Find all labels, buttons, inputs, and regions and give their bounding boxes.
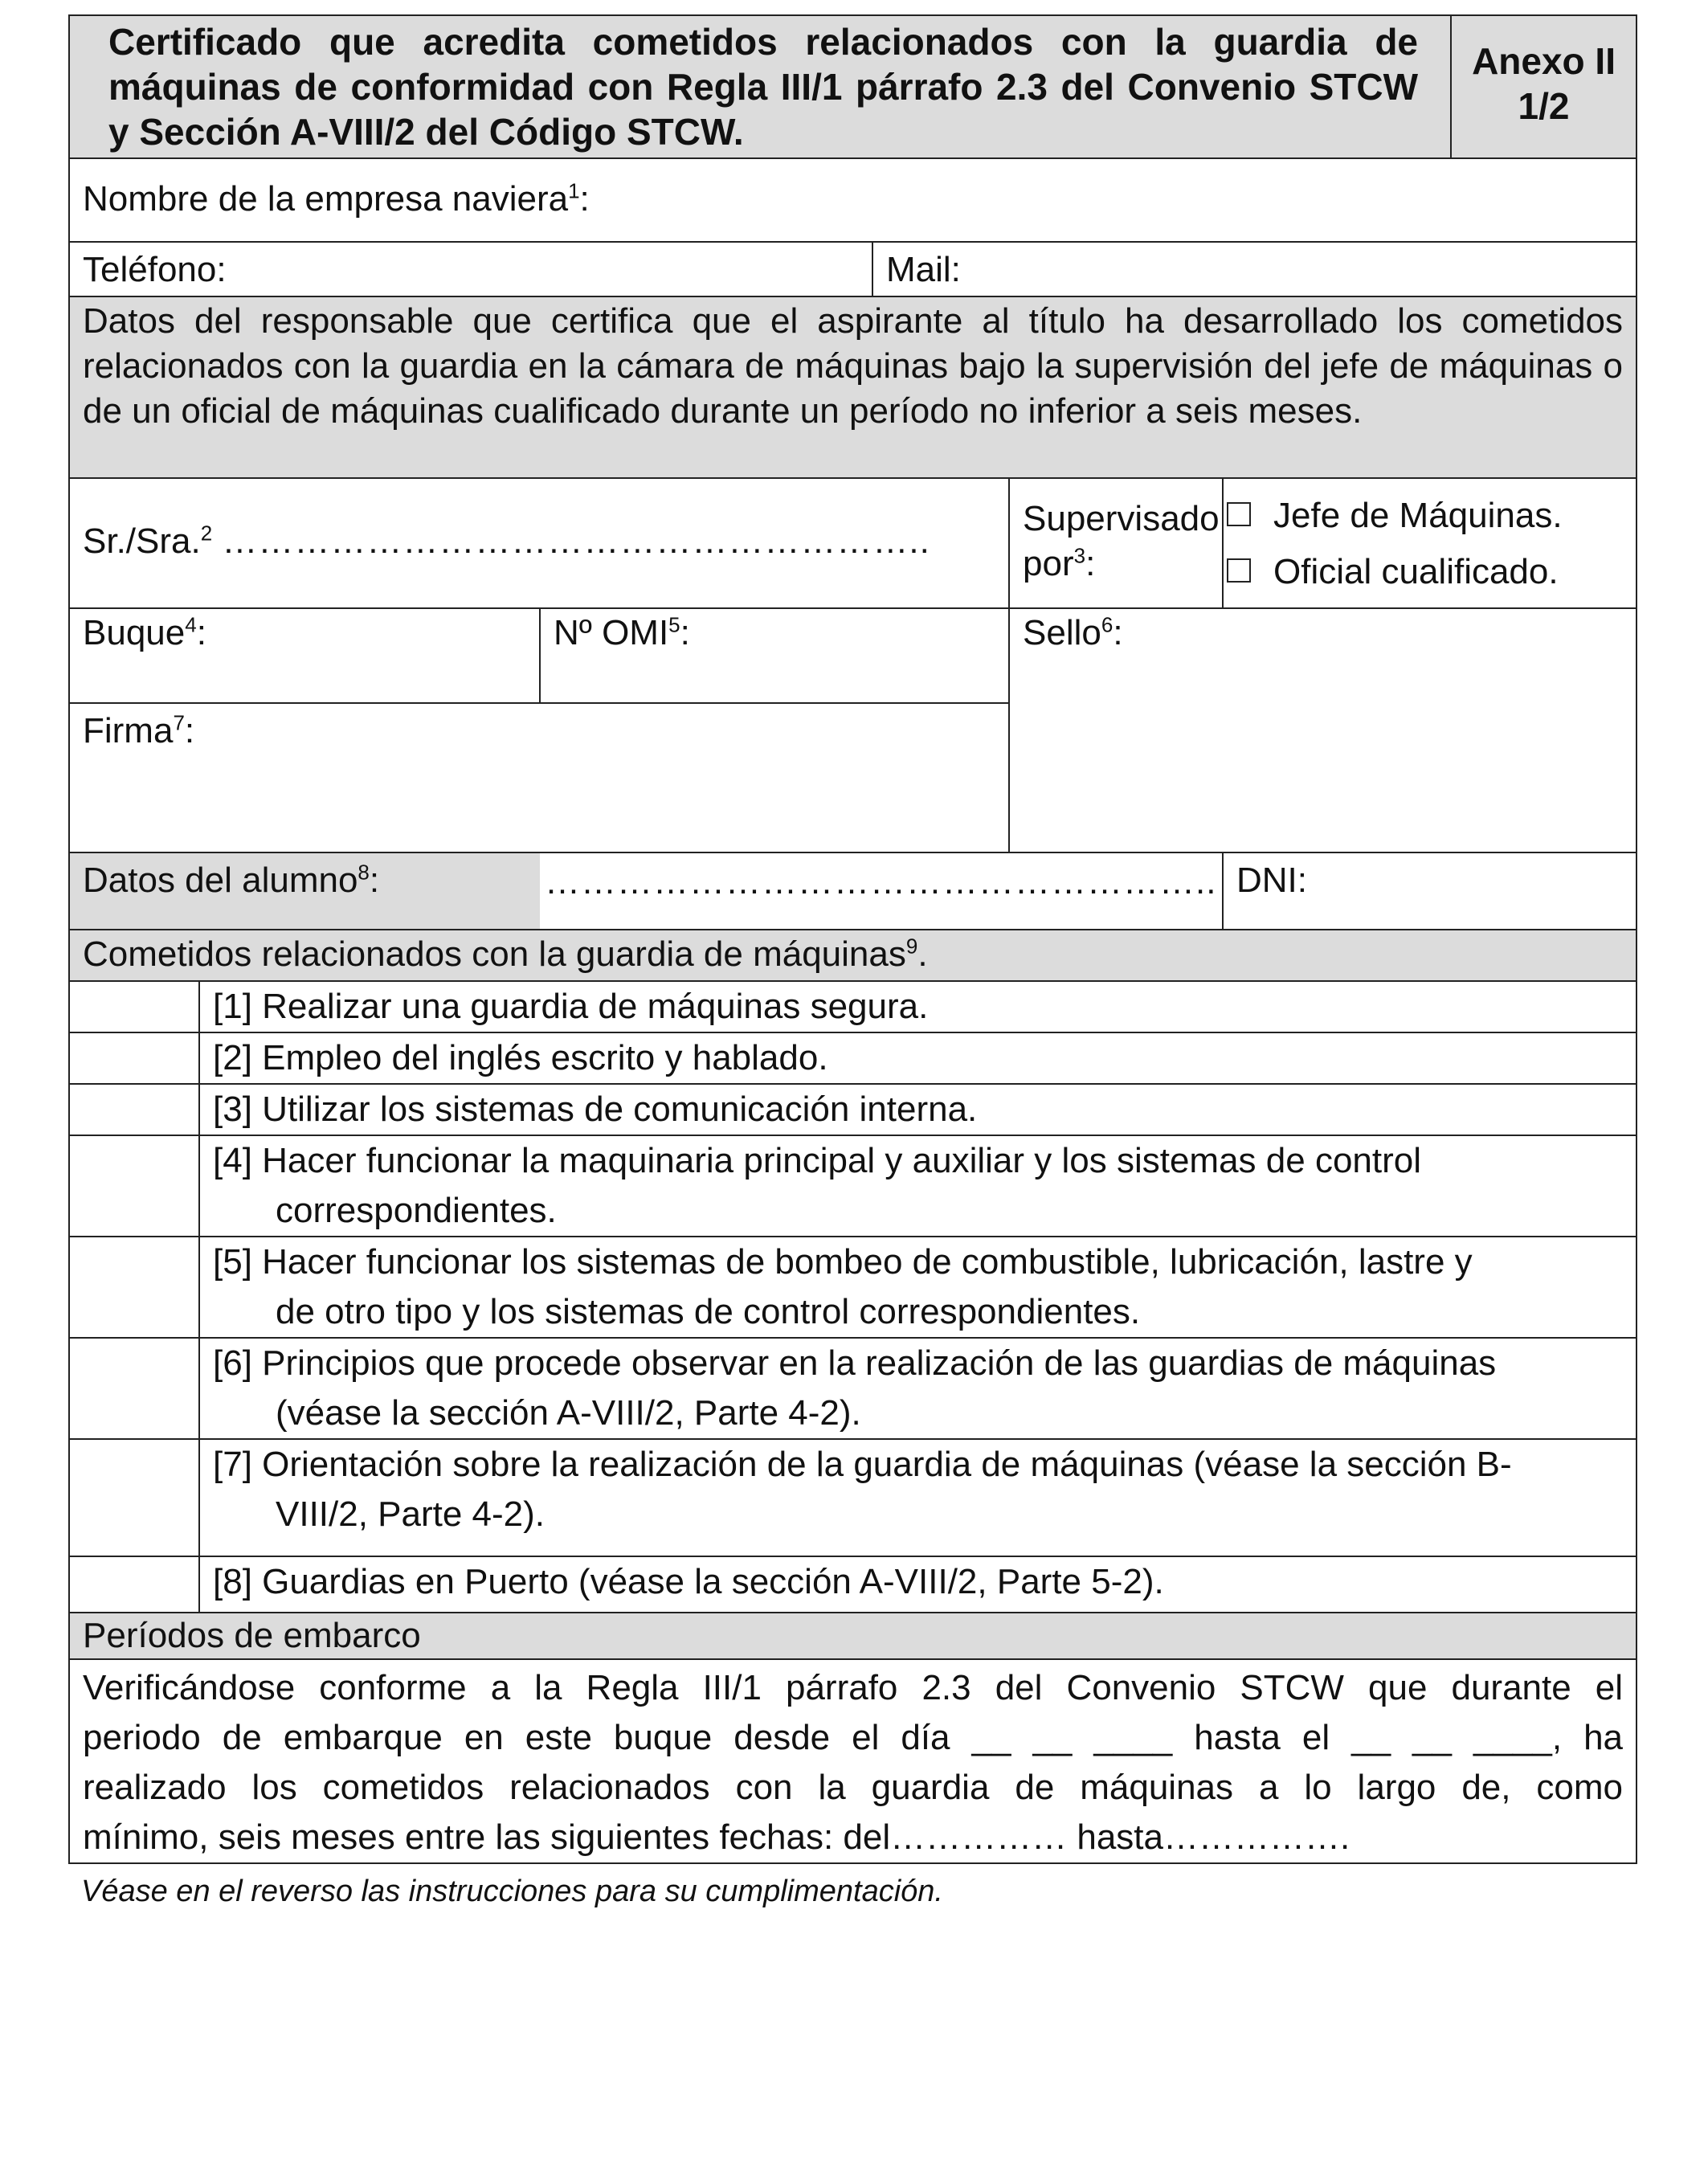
- option-qualified-officer[interactable]: [1227, 550, 1623, 595]
- footnote-ref: 7: [173, 710, 185, 735]
- duty-text-line: [1] Realizar una guardia de máquinas segura.: [213, 987, 929, 1026]
- duty-check-cell[interactable]: [69, 1439, 199, 1556]
- signature-label: Firma: [83, 711, 174, 750]
- duty-check-cell[interactable]: [69, 1237, 199, 1338]
- mail-field[interactable]: Mail:: [872, 242, 1636, 296]
- footnote-ref: 2: [200, 521, 213, 546]
- dni-field[interactable]: DNI:: [1223, 852, 1636, 930]
- certificate-form: [68, 14, 1636, 1911]
- footer-note: Véase en el reverso las instrucciones para su cumplimentación.: [81, 1875, 943, 1908]
- duty-text-line: [6] Principios que procede observar en la realización de las guardias de máquinas: [213, 1343, 1497, 1383]
- duty-text-continuation: correspondientes.: [276, 1191, 557, 1230]
- duty-text-continuation: VIII/2, Parte 4-2).: [276, 1494, 545, 1534]
- supervised-label-line2: por: [1023, 544, 1074, 583]
- duty-text-line: [5] Hacer funcionar los sistemas de bombeo de combustible, lubricación, lastre y: [213, 1242, 1473, 1282]
- checkbox-icon[interactable]: [1227, 558, 1251, 583]
- duty-text: [199, 1032, 1636, 1084]
- student-label-cell: Datos del alumno$^8$:: [69, 852, 540, 930]
- duty-text: [199, 1084, 1636, 1135]
- company-name-field[interactable]: Nombre de la empresa naviera$^1$:: [69, 158, 1636, 242]
- ship-field[interactable]: Buque$^4$:: [69, 608, 540, 703]
- imo-field[interactable]: Nº OMI$^5$:: [540, 608, 1009, 703]
- duty-text-continuation: (véase la sección A-VIII/2, Parte 4-2).: [276, 1393, 861, 1433]
- duty-text: [199, 981, 1636, 1032]
- supervised-by-label: Supervisado por$^3$:: [1009, 478, 1223, 608]
- duty-text: [199, 1135, 1636, 1237]
- duty-row: [69, 1135, 1636, 1237]
- footnote-ref: 5: [668, 612, 680, 637]
- duty-check-cell[interactable]: [69, 1556, 199, 1613]
- duty-text: [199, 1439, 1636, 1556]
- footnote-ref: 1: [568, 178, 580, 203]
- footnote-ref: 8: [358, 860, 370, 885]
- periods-statement: [69, 1659, 1636, 1863]
- responsible-heading: Datos del responsable que certifica que el aspirante al título ha desarrollado los cometidos relacionados con la guardia en la cámara de máquinas bajo la supervisión del jefe de máquinas o de un oficial de máquinas cualificado durante un período no inferior a seis meses.: [69, 296, 1636, 478]
- duty-row: [69, 1084, 1636, 1135]
- duty-text-line: [3] Utilizar los sistemas de comunicación interna.: [213, 1090, 978, 1129]
- student-name-field[interactable]: [540, 852, 1223, 930]
- checkbox-icon[interactable]: [1227, 502, 1251, 526]
- periods-heading: Períodos de embarco: [69, 1613, 1636, 1659]
- option-qualified-officer-label: Oficial cualificado.: [1273, 552, 1559, 591]
- duties-heading: [69, 930, 1636, 981]
- form-table: [68, 14, 1637, 1864]
- annex-number: Anexo II: [1472, 40, 1616, 82]
- annex-page: 1/2: [1518, 85, 1570, 127]
- option-chief-engineer-label: Jefe de Máquinas.: [1273, 496, 1563, 535]
- duty-text-line: [4] Hacer funcionar la maquinaria principal y auxiliar y los sistemas de control: [213, 1141, 1422, 1180]
- duty-text: [199, 1338, 1636, 1439]
- duty-text-line: [2] Empleo del inglés escrito y hablado.: [213, 1038, 828, 1077]
- annex-label: [1451, 15, 1636, 158]
- duty-check-cell[interactable]: [69, 1135, 199, 1237]
- duty-check-cell[interactable]: [69, 1338, 199, 1439]
- supervisor-name-field[interactable]: [69, 478, 1009, 608]
- ship-label: Buque: [83, 613, 186, 652]
- footnote-ref: 4: [185, 612, 197, 637]
- duty-row: [69, 1237, 1636, 1338]
- supervised-by-options: [1223, 478, 1636, 608]
- duty-text: [199, 1237, 1636, 1338]
- duty-row: [69, 1556, 1636, 1613]
- duty-text-line: [7] Orientación sobre la realización de la guardia de máquinas (véase la sección B-: [213, 1445, 1512, 1484]
- signature-field[interactable]: Firma$^7$:: [69, 703, 1009, 852]
- duty-text: [199, 1556, 1636, 1613]
- student-label: Datos del alumno: [83, 861, 358, 900]
- duties-heading-end: .: [917, 934, 928, 974]
- duty-text-line: [8] Guardias en Puerto (véase la sección A-VIII/2, Parte 5-2).: [213, 1562, 1164, 1601]
- periods-line-3: realizado los cometidos relacionados con la guardia de máquinas a lo largo de, como: [83, 1768, 1624, 1807]
- imo-label: Nº OMI: [554, 613, 669, 652]
- supervised-label-line1: Supervisado: [1023, 499, 1220, 538]
- duty-check-cell[interactable]: [69, 1032, 199, 1084]
- supervisor-name-dots: …………………………………………………..: [222, 521, 930, 561]
- footnote-ref: 3: [1073, 543, 1086, 568]
- duty-check-cell[interactable]: [69, 1084, 199, 1135]
- option-chief-engineer[interactable]: [1227, 493, 1623, 538]
- duty-text-continuation: de otro tipo y los sistemas de control correspondientes.: [276, 1292, 1141, 1331]
- periods-line-1: Verificándose conforme a la Regla III/1 párrafo 2.3 del Convenio STCW que durante el: [83, 1668, 1624, 1707]
- duty-row: [69, 1032, 1636, 1084]
- duties-list: [69, 981, 1636, 1613]
- duty-row: [69, 1338, 1636, 1439]
- duty-row: [69, 1439, 1636, 1556]
- phone-field[interactable]: Teléfono:: [69, 242, 872, 296]
- seal-field[interactable]: Sello$^6$:: [1009, 608, 1636, 852]
- seal-label: Sello: [1023, 613, 1101, 652]
- duty-check-cell[interactable]: [69, 981, 199, 1032]
- footnote-ref: 6: [1101, 612, 1113, 637]
- footnote-ref: 9: [905, 934, 918, 959]
- certificate-title: Certificado que acredita cometidos relacionados con la guardia de máquinas de conformidad con Regla III/1 párrafo 2.3 del Convenio STCW y Sección A-VIII/2 del Código STCW.: [69, 15, 1451, 158]
- company-name-label: Nombre de la empresa naviera: [83, 179, 569, 219]
- periods-line-2: periodo de embarque en este buque desde el día __ __ ____ hasta el __ __ ____, ha: [83, 1718, 1624, 1757]
- duties-heading-text: Cometidos relacionados con la guardia de máquinas: [83, 934, 906, 974]
- student-name-dots: ………………………………………………..: [545, 862, 1217, 902]
- periods-line-4: mínimo, seis meses entre las siguientes fechas: del…………… hasta…………….: [83, 1817, 1350, 1857]
- duty-row: [69, 981, 1636, 1032]
- supervisor-name-label: Sr./Sra.: [83, 521, 201, 561]
